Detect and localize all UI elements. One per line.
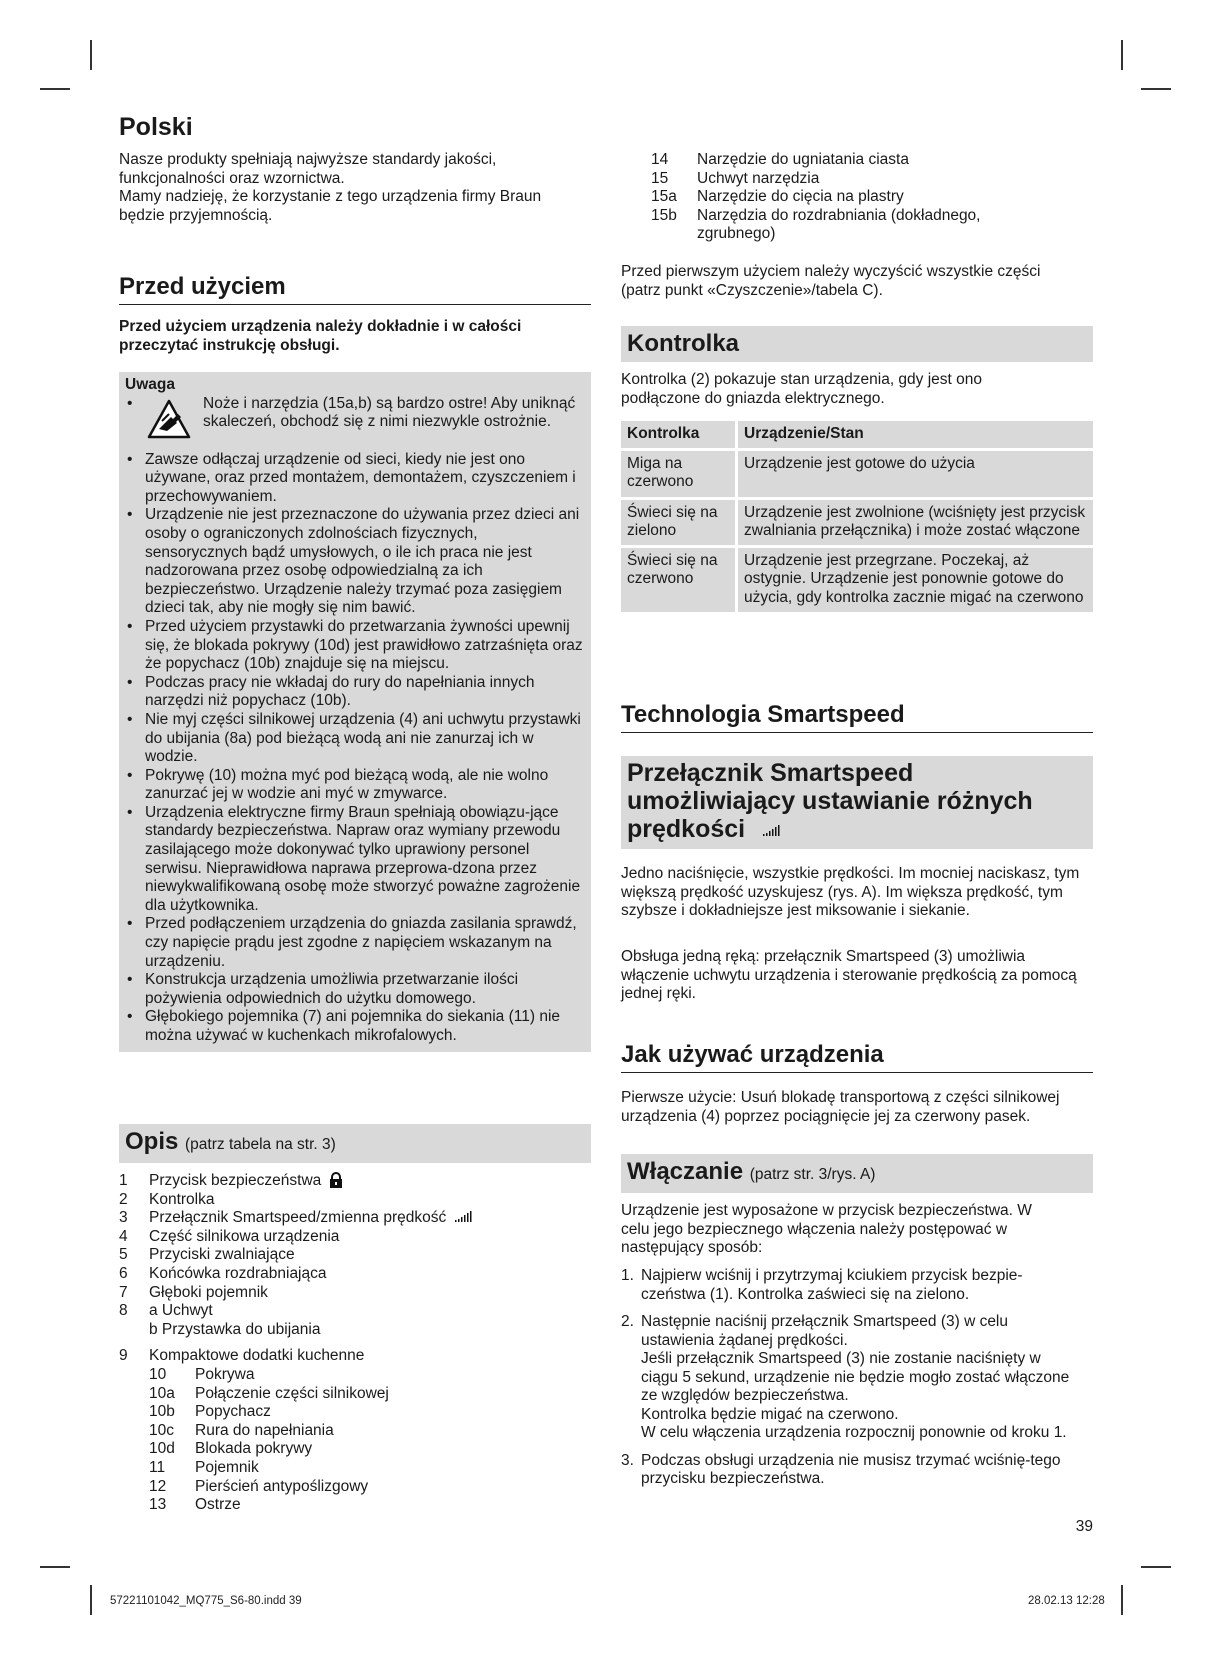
- list-item: 9 Kompaktowe dodatki kuchenne: [119, 1347, 365, 1365]
- crop-mark: [1141, 1566, 1171, 1568]
- table-cell: Urządzenie jest przegrzane. Poczekaj, aż ostygnie. Urządzenie jest ponownie gotowe do użycia, gdy kontrolka zacznie migać na czerwono: [737, 546, 1095, 613]
- list-item: 14 Narzędzie do ugniatania ciasta: [651, 151, 909, 168]
- sub-parts-list: [119, 1366, 591, 1515]
- section-title-kontrolka: Kontrolka: [621, 326, 1093, 362]
- przelacznik-title: Przełącznik Smartspeed umożliwiający ustawianie różnych prędkości: [627, 759, 1033, 843]
- warning-item-text: Noże i narzędzia (15a,b) są bardzo ostre! Aby uniknąć skaleczeń, obchodź się z nimi niezwykle ostrożnie.: [203, 394, 576, 431]
- smartspeed-paragraph: Jedno naciśnięcie, wszystkie prędkości. Im mocniej naciskasz, tym większą prędkość uzyskujesz (rys. A). Im większa prędkość, tym szybsze i dokładniejsze jest miksowanie i siekanie.: [621, 865, 1080, 919]
- section-title-jak-uzywac: Jak używać urządzenia: [621, 1040, 1093, 1073]
- table-header-row: [620, 420, 1095, 450]
- sharp-blade-warning-icon: [147, 399, 191, 439]
- section-title-polski: Polski: [119, 113, 193, 141]
- footer-file-info: 57221101042_MQ775_S6-80.indd 39: [110, 1595, 302, 1607]
- list-item: 15b Narzędzia do rozdrabniania (dokładnego, zgrubnego): [651, 206, 981, 243]
- step-item: 3. Podczas obsługi urządzenia nie musisz trzymać wciśnię-tego przycisku bezpieczeństwa.: [621, 1451, 1061, 1487]
- crop-mark: [1121, 1585, 1123, 1615]
- list-item: 11 Pojemnik: [149, 1458, 259, 1476]
- list-item: 10a Połączenie części silnikowej: [149, 1384, 389, 1402]
- parts-list-continued: [651, 151, 1093, 244]
- list-item: 7 Głęboki pojemnik: [119, 1283, 268, 1301]
- warning-item: • Urządzenia elektryczne firmy Braun spełniają obowiązu-jące standardy bezpieczeństwa. Napraw oraz wymiany przewodu zasilającego może dokonywać tylko uprawiony personel serwisu. Nieprawidłowa naprawa przeprowa-dzona przez niewykwalifikowaną osobę może stworzyć poważne zagrożenie dla użytkownika.: [125, 804, 584, 916]
- table-cell: Świeci się na zielono: [620, 498, 737, 546]
- first-use-paragraph: Pierwsze użycie: Usuń blokadę transportową z części silnikowej urządzenia (4) poprzez pociągnięcie jej za czerwony pasek.: [621, 1089, 1060, 1125]
- intro-paragraph: Nasze produkty spełniają najwyższe standardy jakości, funkcjonalności oraz wzornictwa.: [119, 151, 497, 187]
- crop-mark: [90, 1585, 92, 1615]
- page-number: 39: [1075, 1518, 1093, 1535]
- warning-item: • Głębokiego pojemnika (7) ani pojemnika do siekania (11) nie można używać w kuchenkach mikrofalowych.: [125, 1008, 584, 1045]
- opis-title: Opis: [125, 1128, 179, 1155]
- list-item: 6 Końcówka rozdrabniająca: [119, 1264, 327, 1282]
- crop-mark: [40, 1566, 70, 1568]
- crop-mark: [1121, 40, 1123, 70]
- warning-item: • Przed użyciem przystawki do przetwarzania żywności upewnij się, że blokada pokrywy (10d) jest prawidłowo zatrzaśnięta oraz że popychacz (10b) znajduje się na miejscu.: [125, 618, 584, 674]
- list-item: 10d Blokada pokrywy: [149, 1440, 313, 1458]
- smartspeed-paragraph: Obsługa jedną ręką: przełącznik Smartspeed (3) umożliwia włączenie uchwytu urządzenia i sterowanie prędkością za pomocą jednej ręki.: [621, 948, 1077, 1002]
- table-cell: Miga na czerwono: [620, 449, 737, 498]
- step-item: 1. Najpierw wciśnij i przytrzymaj kciukiem przycisk bezpie-czeństwa (1). Kontrolka zaświeci się na zielono.: [621, 1267, 1023, 1303]
- section-title-technologia: Technologia Smartspeed: [621, 700, 1093, 733]
- warning-list: [125, 395, 584, 1046]
- section-title-przed-uzyciem: Przed użyciem: [119, 272, 591, 305]
- warning-title: Uwaga: [125, 376, 175, 393]
- kontrolka-intro: Kontrolka (2) pokazuje stan urządzenia, gdy jest ono podłączone do gniazda elektrycznego.: [621, 371, 983, 407]
- warning-item: [125, 395, 584, 451]
- section-title-opis: [119, 1124, 591, 1163]
- list-item: b Przystawka do ubijania: [149, 1320, 321, 1338]
- warning-item: • Zawsze odłączaj urządzenie od sieci, kiedy nie jest ono używane, oraz przed montażem, demontażem, czyszczeniem i przechowywaniem.: [125, 451, 584, 507]
- intro-text: [119, 151, 591, 225]
- warning-item: • Podczas pracy nie wkładaj do rury do napełniania innych narzędzi niż popychacz (10b).: [125, 674, 584, 711]
- table-row: [620, 498, 1095, 546]
- wlaczanie-subtitle: (patrz str. 3/rys. A): [749, 1166, 876, 1183]
- list-item: 4 Część silnikowa urządzenia: [119, 1227, 340, 1245]
- cleaning-note: Przed pierwszym użyciem należy wyczyścić wszystkie części (patrz punkt «Czyszczenie»/tabela C).: [621, 263, 1041, 299]
- list-item: 15a Narzędzie do cięcia na plastry: [651, 188, 904, 206]
- warning-box: [119, 372, 591, 1052]
- speed-bars-icon: [762, 823, 782, 837]
- section-title-przelacznik: [621, 756, 1093, 849]
- table-header: Kontrolka: [620, 420, 737, 450]
- table-row: [620, 449, 1095, 498]
- wlaczanie-intro: Urządzenie jest wyposażone w przycisk bezpieczeństwa. W celu jego bezpiecznego włączenia należy postępować w następujący sposób:: [621, 1202, 1032, 1256]
- warning-item: • Przed podłączeniem urządzenia do gniazda zasilania sprawdź, czy napięcie prądu jest zgodne z napięciem wskazanym na urządzeniu.: [125, 915, 584, 971]
- list-item: 10 Pokrywa: [149, 1365, 255, 1383]
- warning-item: • Pokrywę (10) można myć pod bieżącą wodą, ale nie wolno zanurzać jej w wodzie ani myć w zmywarce.: [125, 767, 584, 804]
- crop-mark: [90, 40, 92, 70]
- list-item: 2 Kontrolka: [119, 1190, 215, 1208]
- list-item: 3 Przełącznik Smartspeed/zmienna prędkość: [119, 1209, 591, 1228]
- list-item: 12 Pierścień antypoślizgowy: [149, 1477, 369, 1495]
- lock-icon: [329, 1172, 343, 1188]
- przed-intro: Przed użyciem urządzenia należy dokładnie i w całości przeczytać instrukcję obsługi.: [119, 318, 522, 354]
- list-item-label: Przycisk bezpieczeństwa: [149, 1172, 322, 1189]
- table-row: [620, 546, 1095, 613]
- speed-bars-icon: [454, 1209, 474, 1223]
- parts-list: [119, 1172, 591, 1515]
- list-item: 13 Ostrze: [149, 1496, 241, 1514]
- warning-item: • Nie myj części silnikowej urządzenia (4) ani uchwytu przystawki do ubijania (8a) pod bieżącą wodą ani nie zanurzaj ich w wodzie.: [125, 711, 584, 767]
- footer-date: 28.02.13 12:28: [1028, 1595, 1105, 1607]
- wlaczanie-title: Włączanie: [627, 1158, 744, 1185]
- list-item: 10c Rura do napełniania: [149, 1421, 334, 1439]
- list-item: 5 Przyciski zwalniające: [119, 1246, 295, 1264]
- section-title-wlaczanie: [621, 1154, 1093, 1193]
- warning-item: • Konstrukcja urządzenia umożliwia przetwarzanie ilości pożywienia odpowiednich do użytku domowego.: [125, 971, 584, 1008]
- list-item: 1 Przycisk bezpieczeństwa: [119, 1172, 591, 1191]
- list-item: 8 a Uchwyt: [119, 1302, 213, 1320]
- step-item: 2. Następnie naciśnij przełącznik Smartspeed (3) w celu ustawienia żądanej prędkości. Jeśli przełącznik Smartspeed (3) nie zostanie naciśnięty w ciągu 5 sekund, urządzenie nie będzie mogło zostać włączone ze względów bezpieczeństwa. Kontrolka będzie migać na czerwono. W celu włączenia urządzenia rozpocznij ponownie od kroku 1.: [621, 1313, 1070, 1441]
- opis-subtitle: (patrz tabela na str. 3): [185, 1136, 336, 1153]
- crop-mark: [1141, 88, 1171, 90]
- table-cell: Urządzenie jest gotowe do użycia: [737, 449, 1095, 498]
- indicator-table: [618, 418, 1096, 615]
- table-cell: Urządzenie jest zwolnione (wciśnięty jest przycisk zwalniania przełącznika) i może zostać włączone: [737, 498, 1095, 546]
- steps-list: [621, 1267, 1093, 1498]
- intro-paragraph: Mamy nadzieję, że korzystanie z tego urządzenia firmy Braun będzie przyjemnością.: [119, 188, 542, 224]
- crop-mark: [40, 88, 70, 90]
- list-item: 10b Popychacz: [149, 1403, 271, 1421]
- warning-item: • Urządzenie nie jest przeznaczone do używania przez dzieci ani osoby o ograniczonych zdolnościach fizycznych, sensorycznych bądź umysłowych, o ile ich praca nie jest nadzorowana przez osobę odpowiedzialną za ich bezpieczeństwo. Urządzenie należy trzymać poza zasięgiem dzieci tak, aby nie mogły się nim bawić.: [125, 506, 584, 618]
- table-cell: Świeci się na czerwono: [620, 546, 737, 613]
- table-header: Urządzenie/Stan: [737, 420, 1095, 450]
- list-item: 15 Uchwyt narzędzia: [651, 169, 820, 187]
